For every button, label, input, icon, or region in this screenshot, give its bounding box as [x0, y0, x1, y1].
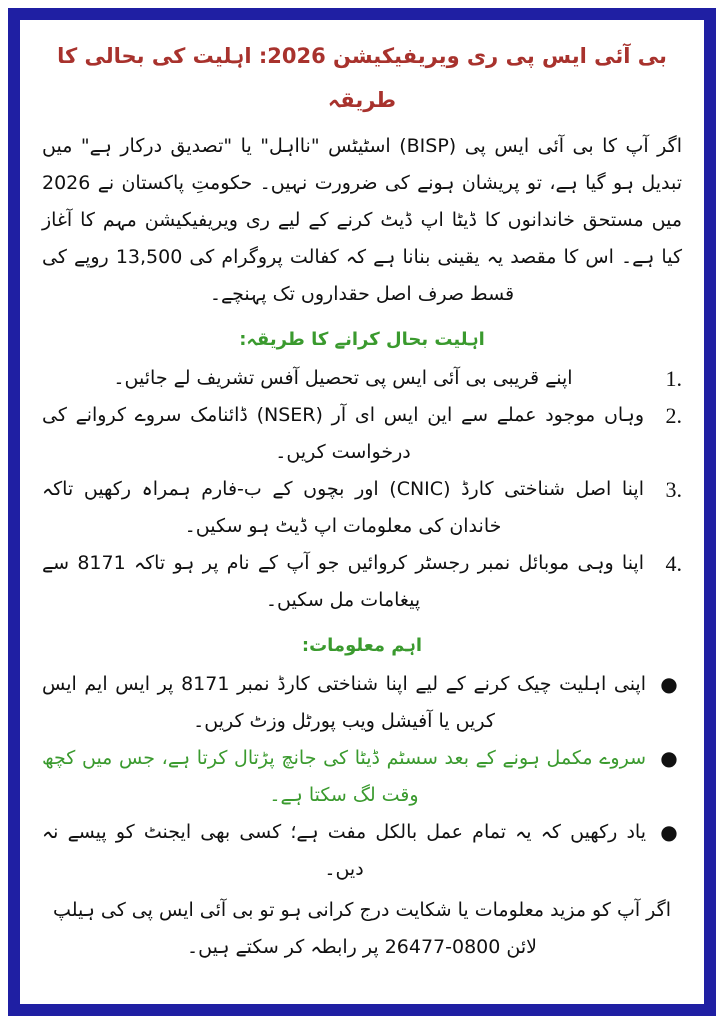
bullet-icon: ●	[660, 672, 678, 696]
document-content	[42, 34, 682, 966]
step-text: وہاں موجود عملے سے این ایس ای آر (NSER) ڈائنامک سروے کروانے کی درخواست کریں۔	[42, 404, 644, 463]
step-item	[42, 397, 682, 471]
page-title: بی آئی ایس پی ری ویریفیکیشن 2026: اہلیت کی بحالی کا طریقہ	[57, 44, 667, 112]
step-number: 3.	[665, 477, 682, 502]
step-item	[42, 471, 682, 545]
info-item	[42, 740, 682, 814]
step-item	[42, 545, 682, 619]
step-text: اپنا اصل شناختی کارڈ (CNIC) اور بچوں کے ب-فارم ہمراہ رکھیں تاکہ خاندان کی معلومات اپ ڈیٹ ہو سکیں۔	[42, 478, 644, 537]
step-number: 4.	[665, 551, 682, 576]
step-text: اپنے قریبی بی آئی ایس پی تحصیل آفس تشریف لے جائیں۔	[113, 367, 573, 389]
helpline-footer: اگر آپ کو مزید معلومات یا شکایت درج کرانی ہو تو بی آئی ایس پی کی ہیلپ لائن 0800-26477 پر رابطہ کر سکتے ہیں۔	[53, 899, 671, 958]
bullet-icon: ●	[660, 746, 678, 770]
info-text: سروے مکمل ہونے کے بعد سسٹم ڈیٹا کی جانچ پڑتال کرتا ہے، جس میں کچھ وقت لگ سکتا ہے۔	[42, 747, 646, 806]
info-item	[42, 666, 682, 740]
bullet-icon: ●	[660, 820, 678, 844]
step-text: اپنا وہی موبائل نمبر رجسٹر کروائیں جو آپ کے نام پر ہو تاکہ 8171 سے پیغامات مل سکیں۔	[42, 552, 644, 611]
document-frame	[8, 8, 716, 1016]
intro-paragraph: اگر آپ کا بی آئی ایس پی (BISP) اسٹیٹس "نااہل" یا "تصدیق درکار ہے" میں تبدیل ہو گیا ہے، تو پریشان ہونے کی ضرورت نہیں۔ حکومتِ پاکستان نے 2026 میں مستحق خاندانوں کا ڈیٹا اپ ڈیٹ کرنے کے لیے ری ویریفیکیشن مہم کا آغاز کیا ہے۔ اس کا مقصد یہ یقینی بنانا ہے کہ کفالت پروگرام کی 13,500 روپے کی قسط صرف اصل حقداروں تک پہنچے۔	[42, 135, 683, 305]
step-number: 2.	[665, 403, 682, 428]
info-item	[42, 814, 682, 888]
info-list	[42, 666, 682, 888]
info-text: یاد رکھیں کہ یہ تمام عمل بالکل مفت ہے؛ کسی بھی ایجنٹ کو پیسے نہ دیں۔	[42, 821, 646, 880]
info-text: اپنی اہلیت چیک کرنے کے لیے اپنا شناختی کارڈ نمبر 8171 پر ایس ایم ایس کریں یا آفیشل ویب پورٹل وزٹ کریں۔	[42, 673, 646, 732]
step-number: 1.	[665, 366, 682, 391]
steps-list	[42, 360, 682, 619]
step-item	[42, 360, 682, 397]
info-heading: اہم معلومات:	[301, 635, 423, 656]
steps-heading: اہلیت بحال کرانے کا طریقہ:	[239, 329, 485, 350]
